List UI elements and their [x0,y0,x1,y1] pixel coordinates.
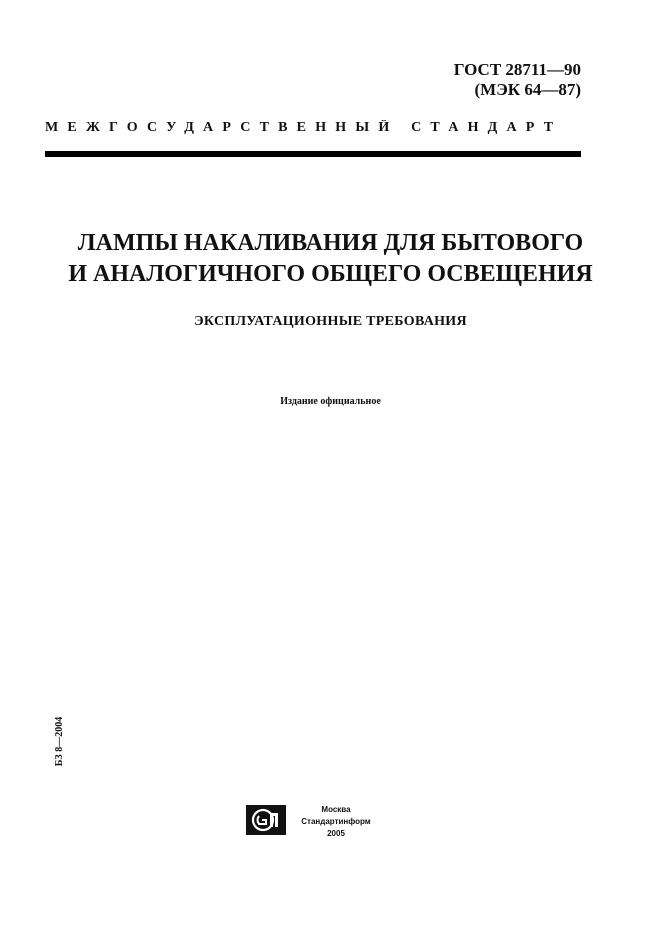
publication-year: 2005 [327,829,345,838]
title-line-2: И АНАЛОГИЧНОГО ОБЩЕГО ОСВЕЩЕНИЯ [68,261,593,287]
standard-number: ГОСТ 28711—90 [453,60,581,79]
print-code: БЗ 8—2004 [54,716,66,767]
publisher-info [296,804,376,840]
header-divider [45,151,581,157]
standard-category: МЕЖГОСУДАРСТВЕННЫЙ СТАНДАРТ [45,120,563,135]
publisher-name: Стандартинформ [301,817,371,826]
iec-equivalent: (МЭК 64—87) [474,80,581,99]
publisher-city: Москва [321,805,351,814]
document-title [30,228,631,290]
edition-label: Издание официальное [280,396,381,407]
title-line-1: ЛАМПЫ НАКАЛИВАНИЯ ДЛЯ БЫТОВОГО [77,230,584,256]
document-subtitle: ЭКСПЛУАТАЦИОННЫЕ ТРЕБОВАНИЯ [194,314,467,329]
standard-designation [454,60,581,100]
publisher-logo-icon [246,805,286,835]
